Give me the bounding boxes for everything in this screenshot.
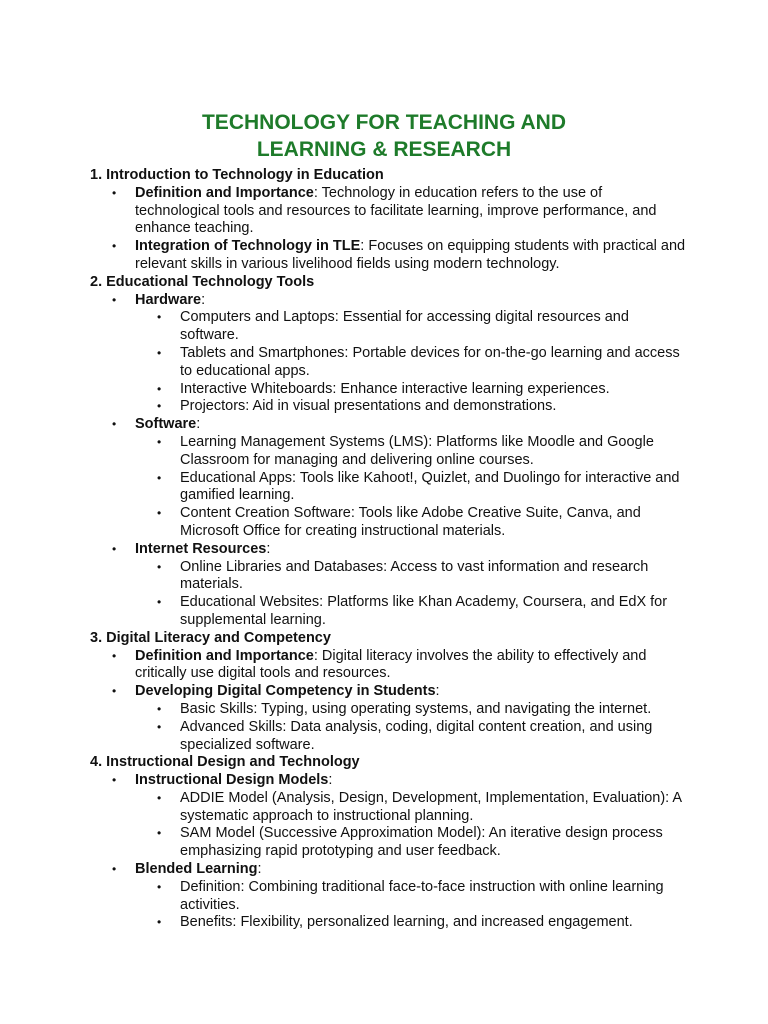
item-text: : Focuses on equipping students with practical and relevant skills in various livelihood fields using modern technology.	[135, 238, 686, 272]
section-heading: 1. Introduction to Technology in Education	[90, 167, 384, 183]
list-item	[90, 238, 688, 274]
list-item	[90, 292, 688, 417]
section-items	[90, 772, 688, 932]
sub-list-item: • Learning Management Systems (LMS): Platforms like Moodle and Google Classroom for managing and delivering online courses.	[135, 434, 688, 470]
list-item	[90, 416, 688, 541]
item-text: :	[328, 772, 333, 789]
section-items	[90, 648, 688, 755]
sub-list-item: • Benefits: Flexibility, personalized learning, and increased engagement.	[135, 914, 688, 932]
item-text: :	[435, 683, 440, 700]
item-text: :	[257, 861, 262, 878]
item-text: :	[196, 416, 201, 433]
sub-list-item: • Basic Skills: Typing, using operating systems, and navigating the internet.	[135, 701, 688, 719]
sub-list-item: • SAM Model (Successive Approximation Model): An iterative design process emphasizing rapid prototyping and user feedback.	[135, 825, 688, 861]
sub-list-item: • Content Creation Software: Tools like Adobe Creative Suite, Canva, and Microsoft Office for creating instructional materials.	[135, 505, 688, 541]
list-item	[90, 861, 688, 932]
item-term: Hardware	[135, 291, 202, 308]
sub-list	[135, 879, 688, 932]
sub-list	[135, 434, 688, 541]
item-term: Definition and Importance	[135, 184, 314, 201]
section-heading: 2. Educational Technology Tools	[90, 273, 315, 290]
sub-list	[135, 701, 688, 754]
sub-list-item: • Projectors: Aid in visual presentations and demonstrations.	[135, 398, 688, 416]
section-3	[90, 630, 688, 755]
item-term: Developing Digital Competency in Students	[135, 683, 436, 700]
title-line-2: LEARNING & RESEARCH	[256, 138, 512, 161]
section-heading: 4. Instructional Design and Technology	[90, 754, 360, 771]
list-item	[90, 683, 688, 754]
item-text: : Technology in education refers to the use of technological tools and resources to facilitate learning, improve performance, and enhance teaching.	[135, 184, 657, 237]
sub-list-item: • Computers and Laptops: Essential for accessing digital resources and software.	[135, 309, 688, 345]
sub-list-item: • Educational Websites: Platforms like Khan Academy, Coursera, and EdX for supplemental learning.	[135, 594, 688, 630]
sub-list-item: • Tablets and Smartphones: Portable devices for on-the-go learning and access to educational apps.	[135, 345, 688, 381]
item-text: :	[266, 540, 271, 557]
document-title	[90, 109, 678, 163]
item-text: : Digital literacy involves the ability to effectively and critically use digital tools and resources.	[135, 647, 647, 682]
sub-list	[135, 790, 688, 861]
item-term: Software	[135, 416, 197, 433]
section-2	[90, 274, 688, 630]
list-item	[90, 541, 688, 630]
item-term: Internet Resources	[135, 540, 267, 557]
section-4	[90, 754, 688, 932]
list-item	[90, 772, 688, 861]
sub-list-item: • ADDIE Model (Analysis, Design, Development, Implementation, Evaluation): A systematic approach to instructional planning.	[135, 790, 688, 826]
item-term: Definition and Importance	[135, 647, 314, 664]
title-line-1: TECHNOLOGY FOR TEACHING AND	[201, 111, 566, 134]
section-items	[90, 292, 688, 630]
sub-list-item: • Advanced Skills: Data analysis, coding, digital content creation, and using specialized software.	[135, 719, 688, 755]
section-heading: 3. Digital Literacy and Competency	[90, 629, 331, 646]
sub-list-item: • Online Libraries and Databases: Access to vast information and research materials.	[135, 559, 688, 595]
sub-list	[135, 309, 688, 416]
item-text: :	[201, 291, 206, 308]
sub-list-item: • Definition: Combining traditional face-to-face instruction with online learning activities.	[135, 879, 688, 915]
sub-list-item: • Interactive Whiteboards: Enhance interactive learning experiences.	[135, 381, 688, 399]
list-item	[90, 185, 688, 238]
item-term: Integration of Technology in TLE	[135, 238, 361, 255]
sub-list	[135, 559, 688, 630]
list-item	[90, 648, 688, 684]
sub-list-item: • Educational Apps: Tools like Kahoot!, Quizlet, and Duolingo for interactive and gamified learning.	[135, 470, 688, 506]
item-term: Blended Learning	[135, 861, 258, 878]
item-term: Instructional Design Models	[135, 772, 329, 789]
section-items	[90, 185, 688, 274]
section-1	[90, 167, 688, 274]
